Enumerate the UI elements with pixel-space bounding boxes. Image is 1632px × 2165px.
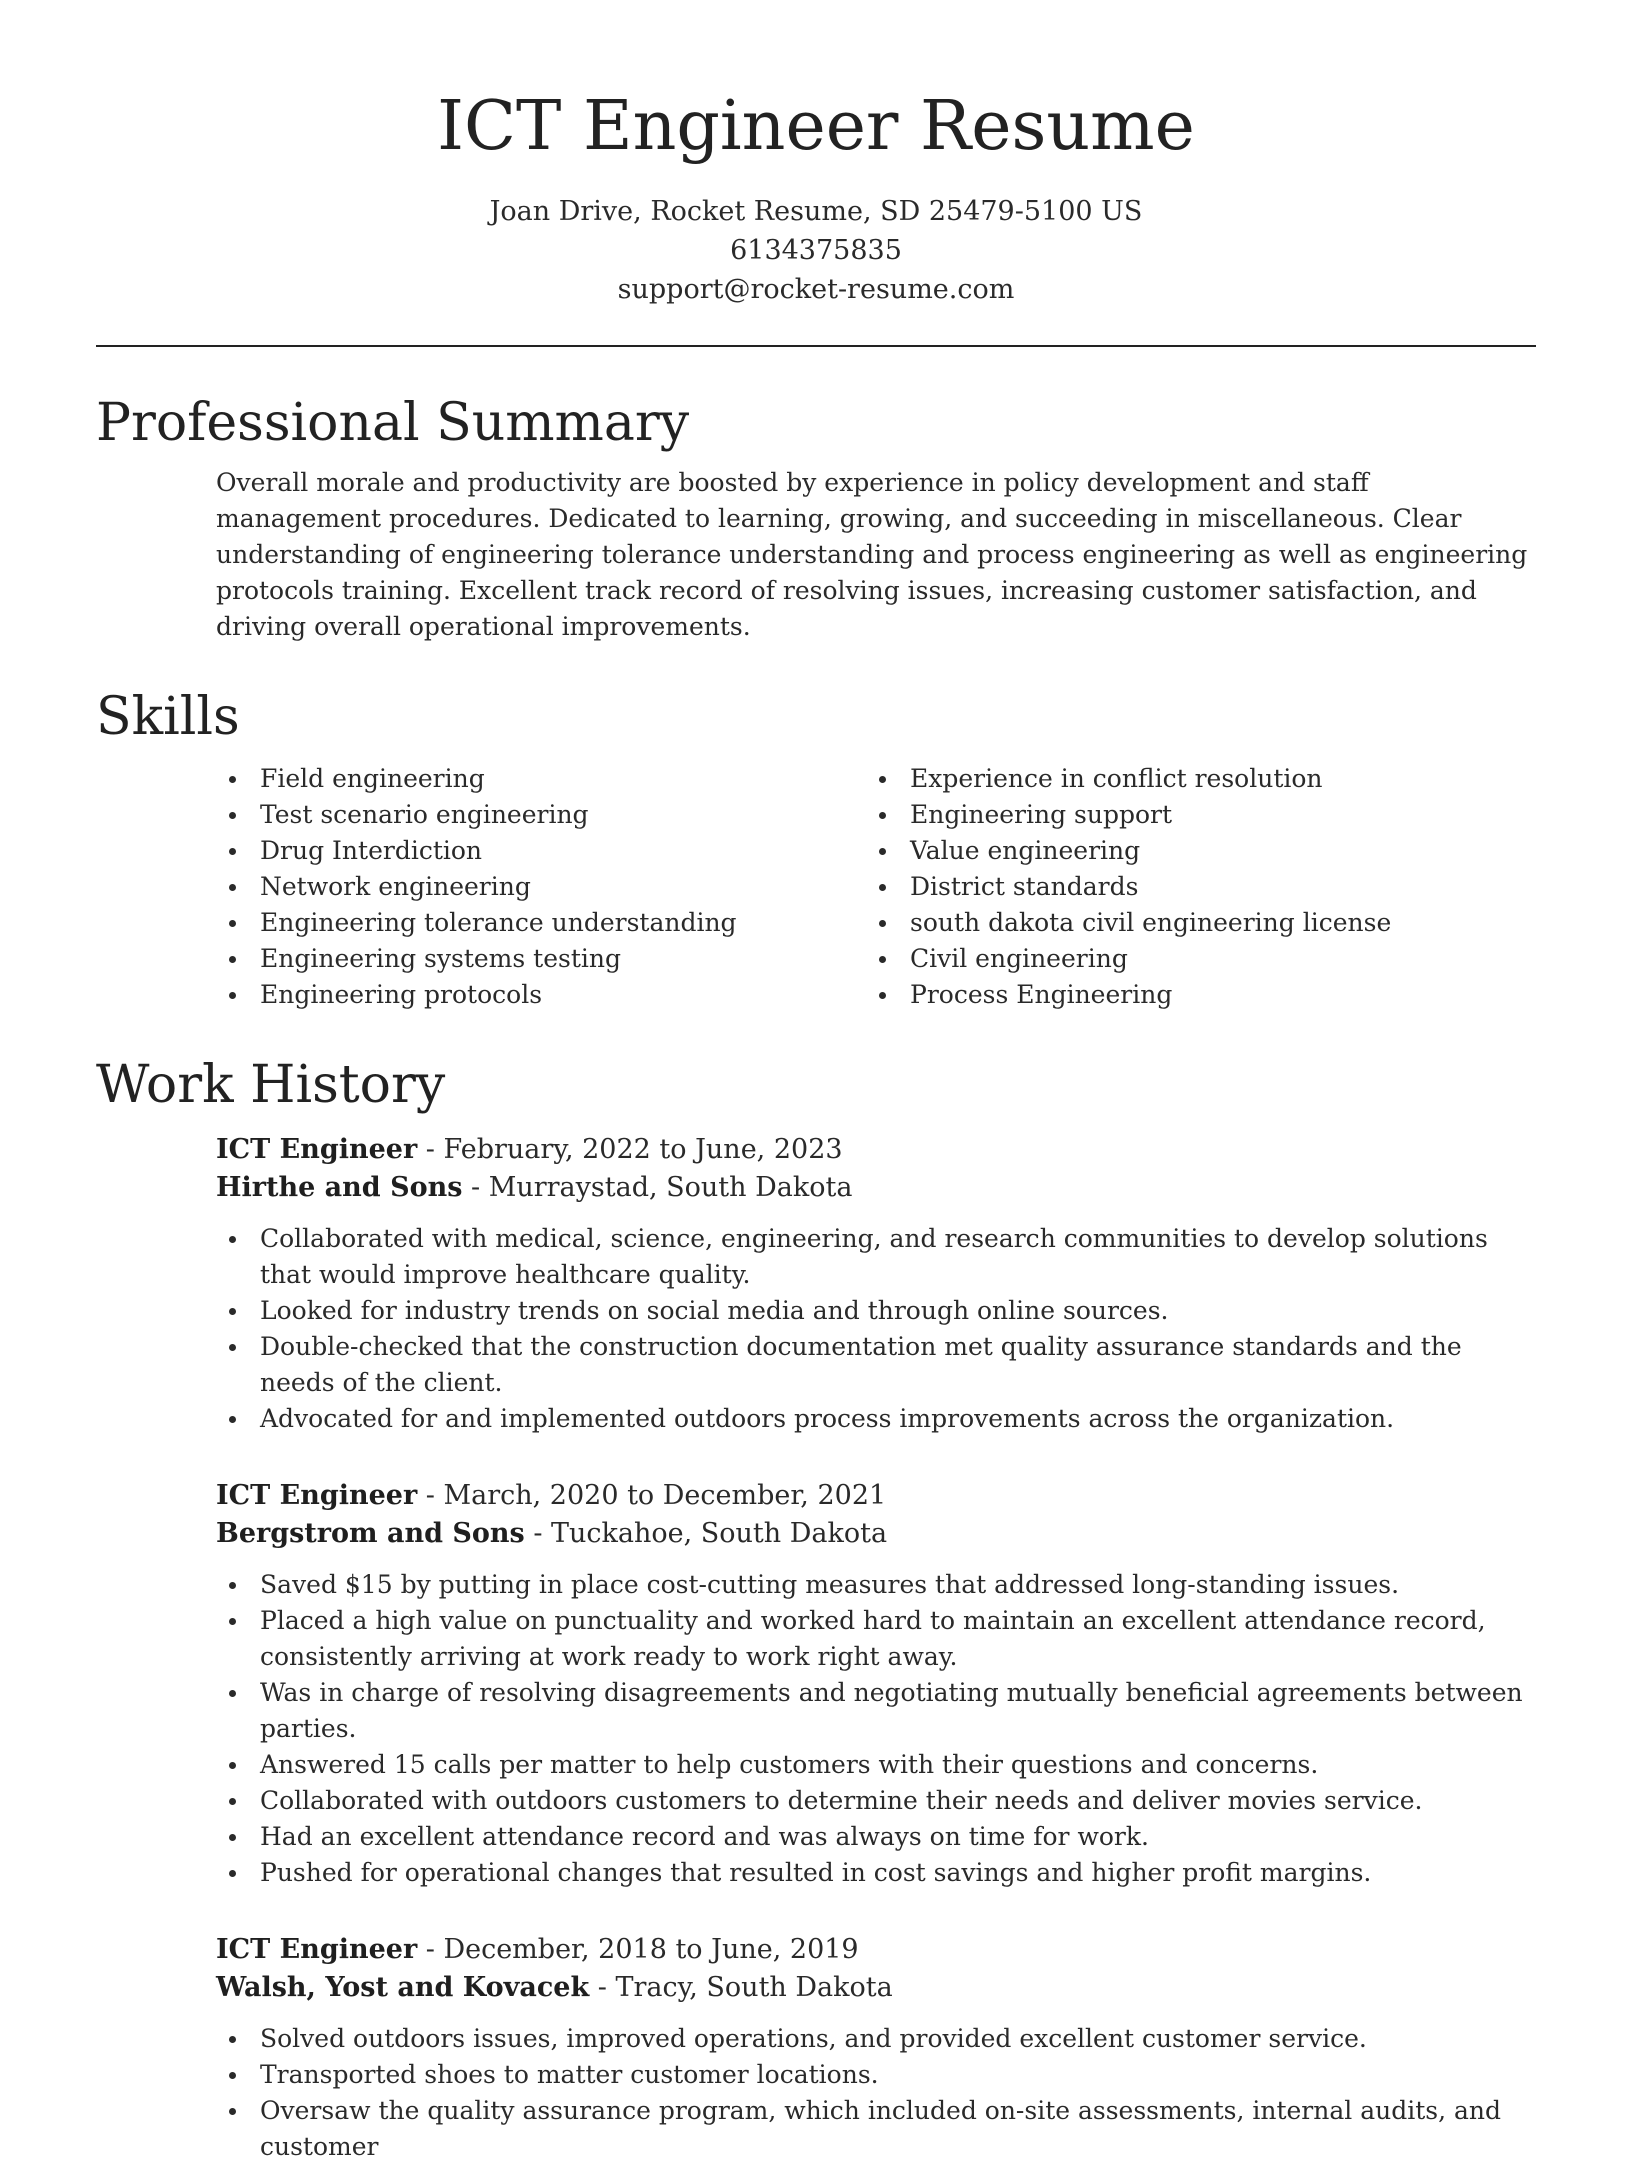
- job-company: Walsh, Yost and Kovacek: [216, 1972, 590, 2003]
- skill-item: District standards: [866, 869, 1516, 905]
- job-bullet-list: [216, 2021, 1536, 2165]
- job-location: - Murraystad, South Dakota: [462, 1172, 853, 1203]
- job-dates: - March, 2020 to December, 2021: [417, 1480, 887, 1511]
- job-role: ICT Engineer: [216, 1934, 418, 1965]
- skills-heading: Skills: [96, 687, 240, 747]
- job-bullet: Collaborated with medical, science, engineering, and research communities to develop solutions that would improve healthcare quality.: [216, 1221, 1536, 1293]
- contact-phone: 6134375835: [730, 235, 902, 266]
- job-entry: [216, 1131, 1536, 1437]
- job-dates: - February, 2022 to June, 2023: [417, 1134, 843, 1165]
- skill-item: Engineering tolerance understanding: [216, 905, 866, 941]
- job-location: - Tracy, South Dakota: [589, 1972, 893, 2003]
- job-bullet-list: [216, 1567, 1536, 1891]
- skill-item: Field engineering: [216, 761, 866, 797]
- header-divider: [96, 345, 1536, 347]
- job-company: Hirthe and Sons: [216, 1172, 463, 1203]
- summary-section: [96, 391, 1536, 645]
- job-bullet: Double-checked that the construction documentation met quality assurance standards and the needs of the client.: [216, 1329, 1536, 1401]
- skill-item: Test scenario engineering: [216, 797, 866, 833]
- skill-item: Engineering protocols: [216, 977, 866, 1013]
- job-location: - Tuckahoe, South Dakota: [524, 1518, 888, 1549]
- work-history-section: [96, 1053, 1536, 2165]
- resume-header: [96, 0, 1536, 309]
- job-bullet: Solved outdoors issues, improved operations, and provided excellent customer service.: [216, 2021, 1536, 2057]
- skill-item: south dakota civil engineering license: [866, 905, 1516, 941]
- job-company-line: [216, 1969, 1536, 2007]
- skill-item: Engineering systems testing: [216, 941, 866, 977]
- work-history-heading: Work History: [96, 1055, 446, 1115]
- skill-item: Value engineering: [866, 833, 1516, 869]
- job-company: Bergstrom and Sons: [216, 1518, 525, 1549]
- job-company-line: [216, 1515, 1536, 1553]
- job-bullet-list: [216, 1221, 1536, 1437]
- job-company-line: [216, 1169, 1536, 1207]
- skill-item: Drug Interdiction: [216, 833, 866, 869]
- job-title-line: [216, 1477, 1536, 1515]
- contact-email: support@rocket-resume.com: [617, 274, 1015, 305]
- job-bullet: Transported shoes to matter customer locations.: [216, 2057, 1536, 2093]
- job-bullet: Saved $15 by putting in place cost-cutting measures that addressed long-standing issues.: [216, 1567, 1536, 1603]
- skills-list-left: [216, 761, 866, 1013]
- job-bullet: Had an excellent attendance record and was always on time for work.: [216, 1819, 1536, 1855]
- job-role: ICT Engineer: [216, 1134, 418, 1165]
- job-bullet: Oversaw the quality assurance program, which included on-site assessments, internal audits, and customer: [216, 2093, 1536, 2165]
- job-bullet: Placed a high value on punctuality and worked hard to maintain an excellent attendance record, consistently arriving at work ready to work right away.: [216, 1603, 1536, 1675]
- job-bullet: Was in charge of resolving disagreements and negotiating mutually beneficial agreements between parties.: [216, 1675, 1536, 1747]
- skills-section: [96, 685, 1536, 1013]
- job-bullet: Advocated for and implemented outdoors process improvements across the organization.: [216, 1401, 1536, 1437]
- summary-heading: Professional Summary: [96, 393, 690, 453]
- resume-title: ICT Engineer Resume: [437, 87, 1195, 166]
- skill-item: Network engineering: [216, 869, 866, 905]
- job-bullet: Looked for industry trends on social media and through online sources.: [216, 1293, 1536, 1329]
- job-title-line: [216, 1931, 1536, 1969]
- job-role: ICT Engineer: [216, 1480, 418, 1511]
- contact-address: Joan Drive, Rocket Resume, SD 25479-5100 US: [489, 196, 1143, 227]
- skill-item: Process Engineering: [866, 977, 1516, 1013]
- job-dates: - December, 2018 to June, 2019: [417, 1934, 859, 1965]
- skill-item: Civil engineering: [866, 941, 1516, 977]
- job-entry: [216, 1477, 1536, 1891]
- job-bullet: Collaborated with outdoors customers to determine their needs and deliver movies service.: [216, 1783, 1536, 1819]
- skill-item: Experience in conflict resolution: [866, 761, 1516, 797]
- job-bullet: Pushed for operational changes that resulted in cost savings and higher profit margins.: [216, 1855, 1536, 1891]
- job-title-line: [216, 1131, 1536, 1169]
- skills-grid: [216, 761, 1536, 1013]
- job-entry: [216, 1931, 1536, 2165]
- skills-list-right: [866, 761, 1516, 1013]
- summary-text: Overall morale and productivity are boosted by experience in policy development and staff management procedures. Dedicated to learning, growing, and succeeding in miscellaneous. Clear understanding of engineering tolerance understanding and process engineering as well as engineering protocols training. Excellent track record of resolving issues, increasing customer satisfaction, and driving overall operational improvements.: [216, 468, 1528, 641]
- job-bullet: Answered 15 calls per matter to help customers with their questions and concerns.: [216, 1747, 1536, 1783]
- skill-item: Engineering support: [866, 797, 1516, 833]
- contact-block: [96, 192, 1536, 309]
